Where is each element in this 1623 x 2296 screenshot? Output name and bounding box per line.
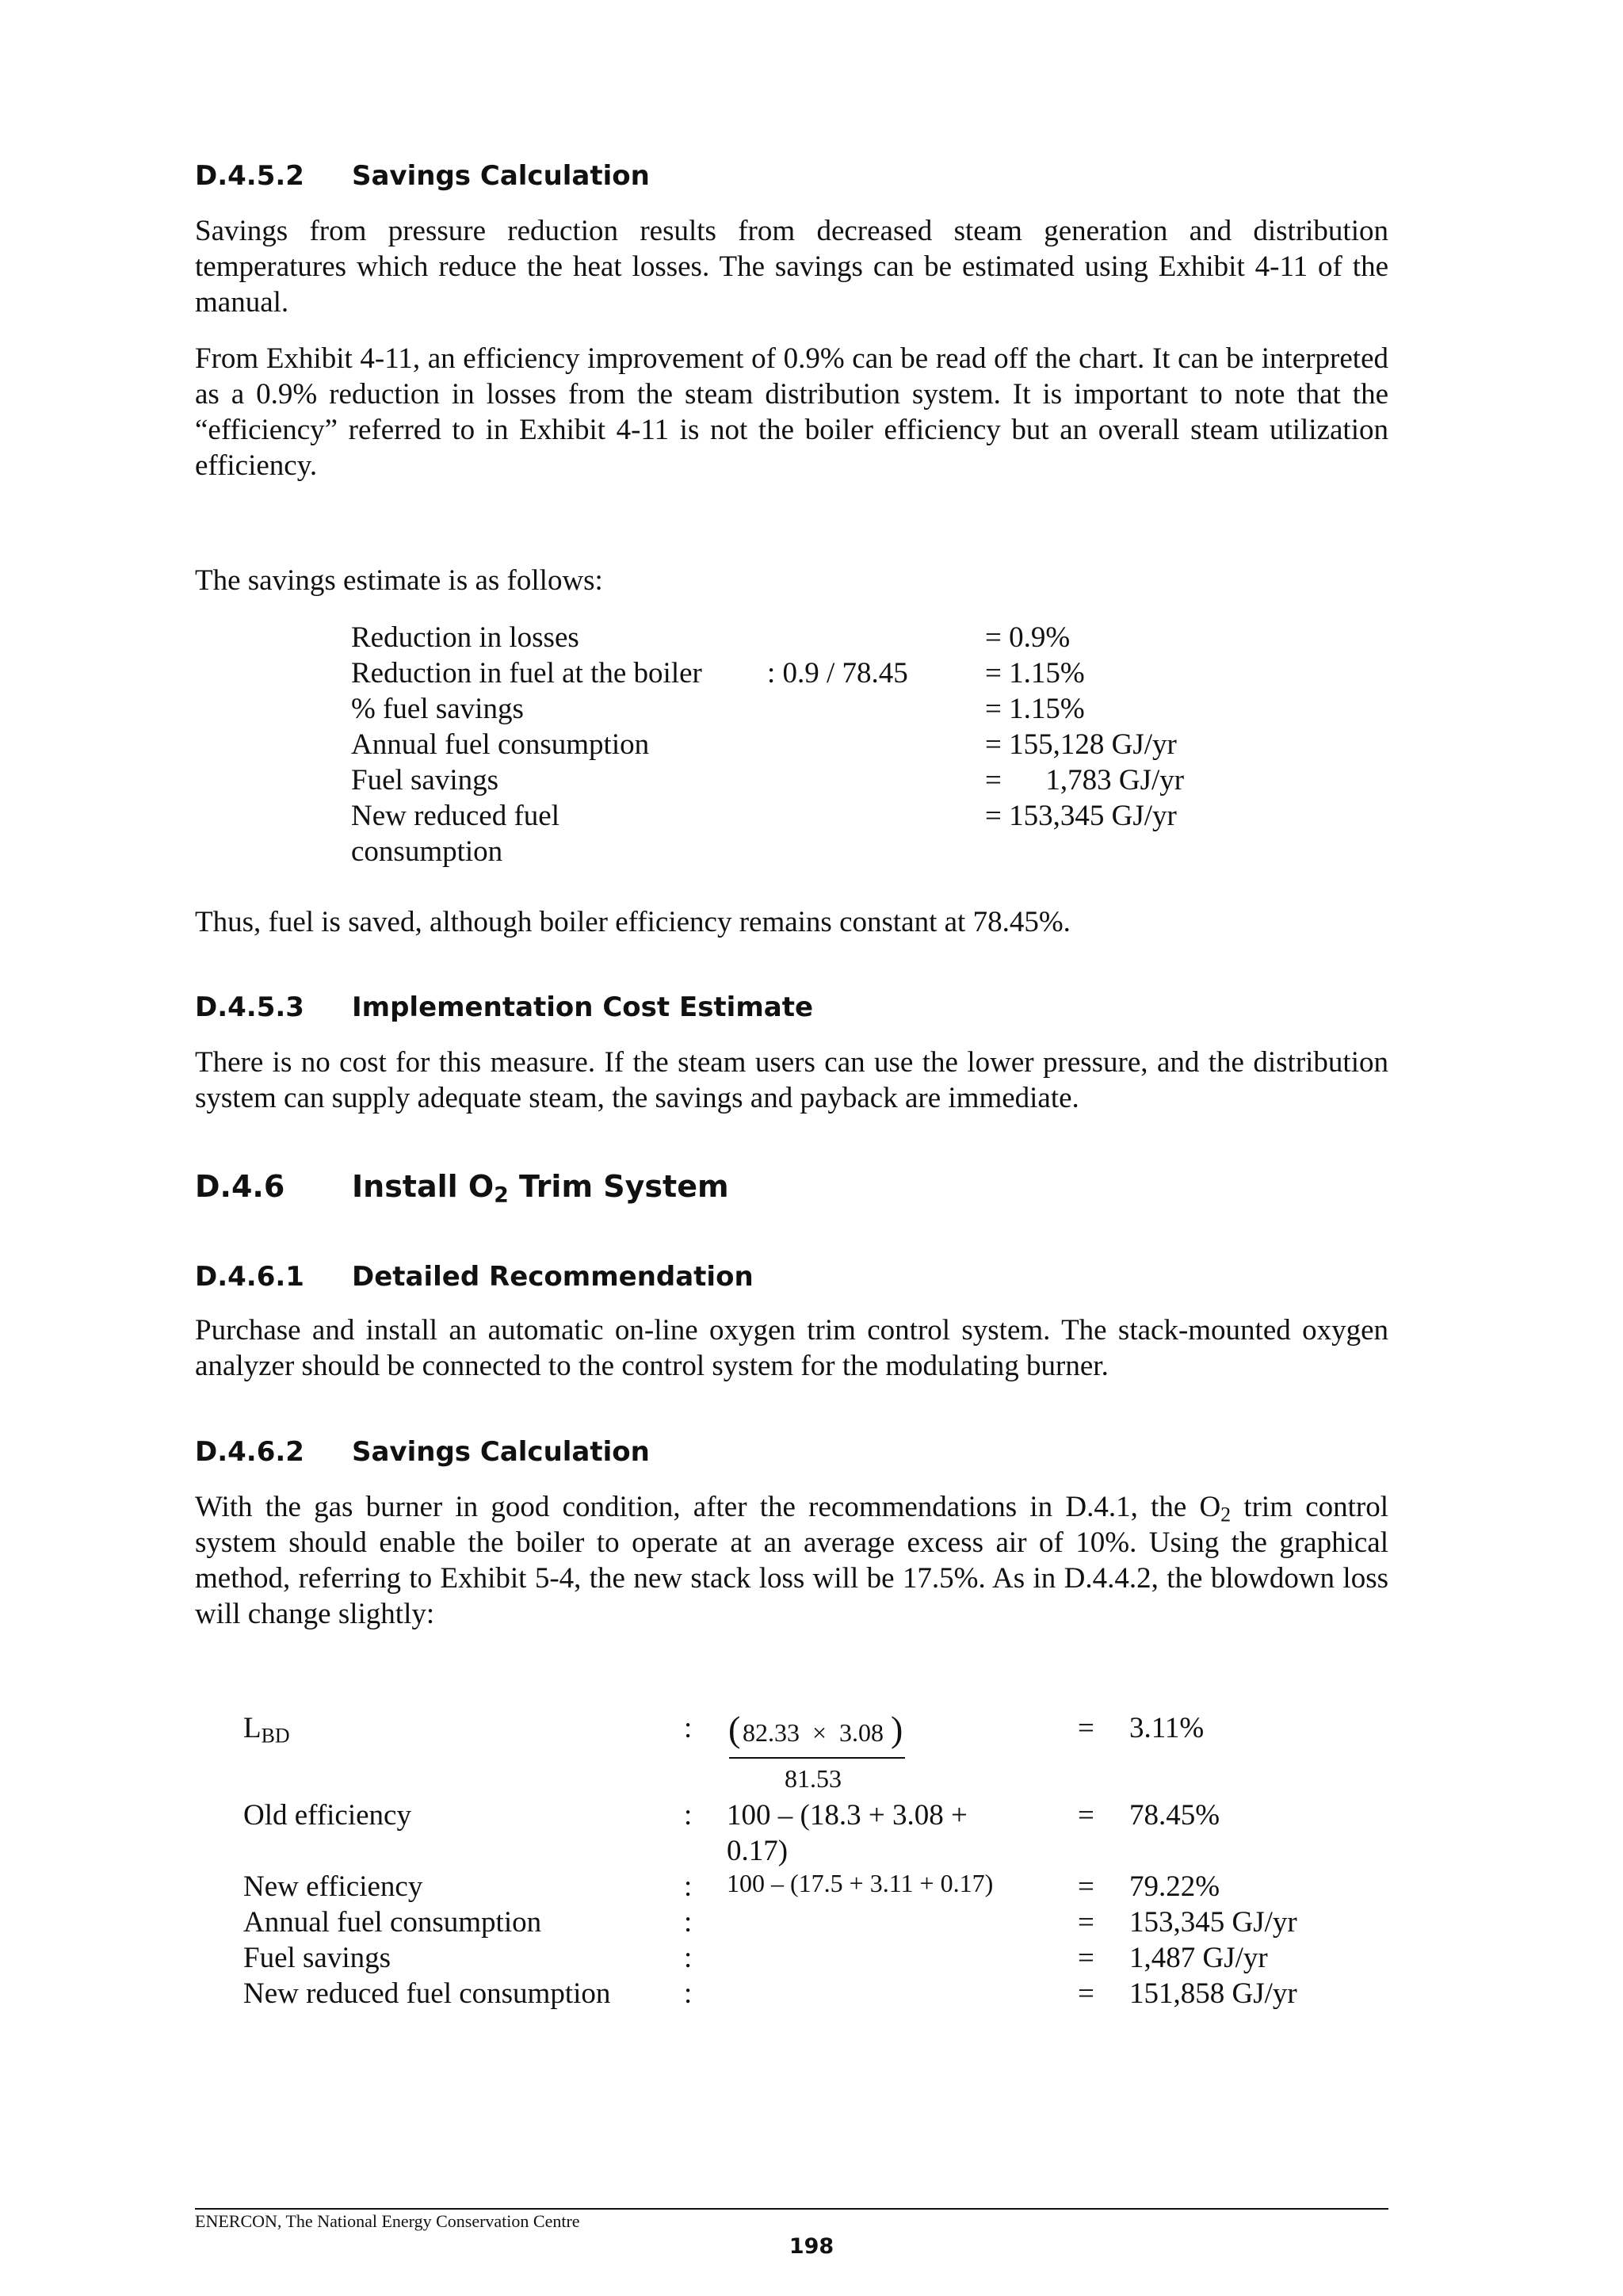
equals: = xyxy=(1078,1799,1094,1832)
calc-label: New reduced fuel xyxy=(351,800,559,832)
calc-label: New efficiency xyxy=(243,1870,423,1903)
lbd-label xyxy=(243,1710,290,1746)
paragraph: Purchase and install an automatic on-line oxygen trim control system. The stack-mounted oxygen analyzer should be connected to the control system for the modulating burner. xyxy=(195,1314,1388,1382)
section-heading-d452 xyxy=(195,159,650,193)
calc-value: 1,487 GJ/yr xyxy=(1129,1942,1268,1974)
section-number: D.4.6 xyxy=(195,1169,285,1204)
calc-label: Annual fuel consumption xyxy=(351,728,650,761)
calc-value: = 155,128 GJ/yr xyxy=(985,728,1177,761)
paragraph: Thus, fuel is saved, although boiler efficiency remains constant at 78.45%. xyxy=(195,906,1071,938)
calc-label-continued: consumption xyxy=(351,835,503,868)
fraction-denominator: 81.53 xyxy=(785,1764,842,1793)
section-title: Savings Calculation xyxy=(352,1436,650,1468)
equals: = xyxy=(1078,1906,1094,1939)
section-title: Detailed Recommendation xyxy=(352,1261,754,1293)
open-paren: ( xyxy=(728,1709,741,1749)
colon: : xyxy=(684,1906,693,1939)
calc-label: Reduction in fuel at the boiler xyxy=(351,657,702,690)
calc-label: Old efficiency xyxy=(243,1799,411,1832)
title-text: Trim System xyxy=(508,1169,729,1204)
colon: : xyxy=(684,1942,693,1974)
calc-label: Fuel savings xyxy=(243,1942,391,1974)
equals: = xyxy=(1078,1712,1094,1744)
lbd-symbol: L xyxy=(243,1712,262,1744)
calc-value: = 1,783 GJ/yr xyxy=(985,764,1185,797)
section-heading-d46 xyxy=(195,1167,729,1208)
fraction-line xyxy=(729,1757,905,1759)
fraction-numerator: 82.33 × 3.08 xyxy=(743,1718,884,1747)
calc-value: 3.11% xyxy=(1129,1712,1205,1744)
calc-value: 153,345 GJ/yr xyxy=(1129,1906,1297,1939)
paragraph-text: trim control system should enable the boiler to operate at an average excess air of 10%. Using the graphical method, referring to Exhibit 5-4, the new stack loss will be 17.5%. As in D.4.4.2, the blowdown loss will change slightly: xyxy=(195,1491,1388,1630)
section-number: D.4.6.2 xyxy=(195,1436,304,1468)
colon: : xyxy=(684,1870,693,1903)
paragraph: The savings estimate is as follows: xyxy=(195,564,603,597)
calc-label: % fuel savings xyxy=(351,693,524,725)
calc-label: Annual fuel consumption xyxy=(243,1906,542,1939)
footer-organization: ENERCON, The National Energy Conservation Centre xyxy=(195,2211,580,2231)
colon: : xyxy=(684,1712,693,1744)
calc-value: = 0.9% xyxy=(985,621,1071,654)
section-title xyxy=(352,1169,729,1208)
close-paren: ) xyxy=(891,1709,903,1749)
calc-value: 78.45% xyxy=(1129,1799,1220,1832)
section-number: D.4.6.1 xyxy=(195,1261,304,1293)
title-text: Install O xyxy=(352,1169,495,1204)
calc-value: 79.22% xyxy=(1129,1870,1220,1903)
paragraph: Savings from pressure reduction results from decreased steam generation and distribution temperatures which reduce the heat losses. The savings can be estimated using Exhibit 4-11 of the manual. xyxy=(195,215,1388,319)
calc-label: Reduction in losses xyxy=(351,621,579,654)
section-number: D.4.5.3 xyxy=(195,991,304,1023)
section-heading-d461 xyxy=(195,1259,754,1294)
lbd-subscript: BD xyxy=(261,1724,290,1748)
calc-formula-continued: 0.17) xyxy=(727,1835,789,1867)
calc-label: New reduced fuel consumption xyxy=(243,1977,611,2010)
equals: = xyxy=(1078,1977,1094,2010)
equals: = xyxy=(1078,1870,1094,1903)
paragraph-text: With the gas burner in good condition, after the recommendations in D.4.1, the O xyxy=(195,1491,1221,1523)
footer-rule xyxy=(195,2208,1388,2210)
section-number: D.4.5.2 xyxy=(195,160,304,192)
colon: : xyxy=(684,1799,693,1832)
calc-formula: 100 – (17.5 + 3.11 + 0.17) xyxy=(727,1869,994,1897)
calc-formula: 100 – (18.3 + 3.08 + xyxy=(727,1799,968,1832)
title-subscript: 2 xyxy=(494,1182,509,1208)
section-heading-d462 xyxy=(195,1435,650,1469)
colon: : xyxy=(684,1977,693,2010)
section-title: Implementation Cost Estimate xyxy=(352,991,814,1023)
calc-value: = 1.15% xyxy=(985,693,1085,725)
paragraph xyxy=(195,1489,1388,1632)
calc-value: = 1.15% xyxy=(985,657,1085,690)
calc-value: 151,858 GJ/yr xyxy=(1129,1977,1297,2010)
section-heading-d453 xyxy=(195,990,813,1025)
calc-label: Fuel savings xyxy=(351,764,499,797)
calc-value: = 153,345 GJ/yr xyxy=(985,800,1177,832)
calc-formula: : 0.9 / 78.45 xyxy=(767,657,908,690)
equals: = xyxy=(1078,1942,1094,1974)
paragraph: From Exhibit 4-11, an efficiency improvement of 0.9% can be read off the chart. It can be interpreted as a 0.9% reduction in losses from the steam distribution system. It is important to note that the “efficiency” referred to in Exhibit 4-11 is not the boiler efficiency but an overall steam utilization efficiency. xyxy=(195,342,1388,482)
subscript: 2 xyxy=(1220,1503,1232,1526)
section-title: Savings Calculation xyxy=(352,160,650,192)
page-number: 198 xyxy=(789,2234,834,2259)
paragraph: There is no cost for this measure. If the steam users can use the lower pressure, and the distribution system can supply adequate steam, the savings and payback are immediate. xyxy=(195,1046,1388,1114)
